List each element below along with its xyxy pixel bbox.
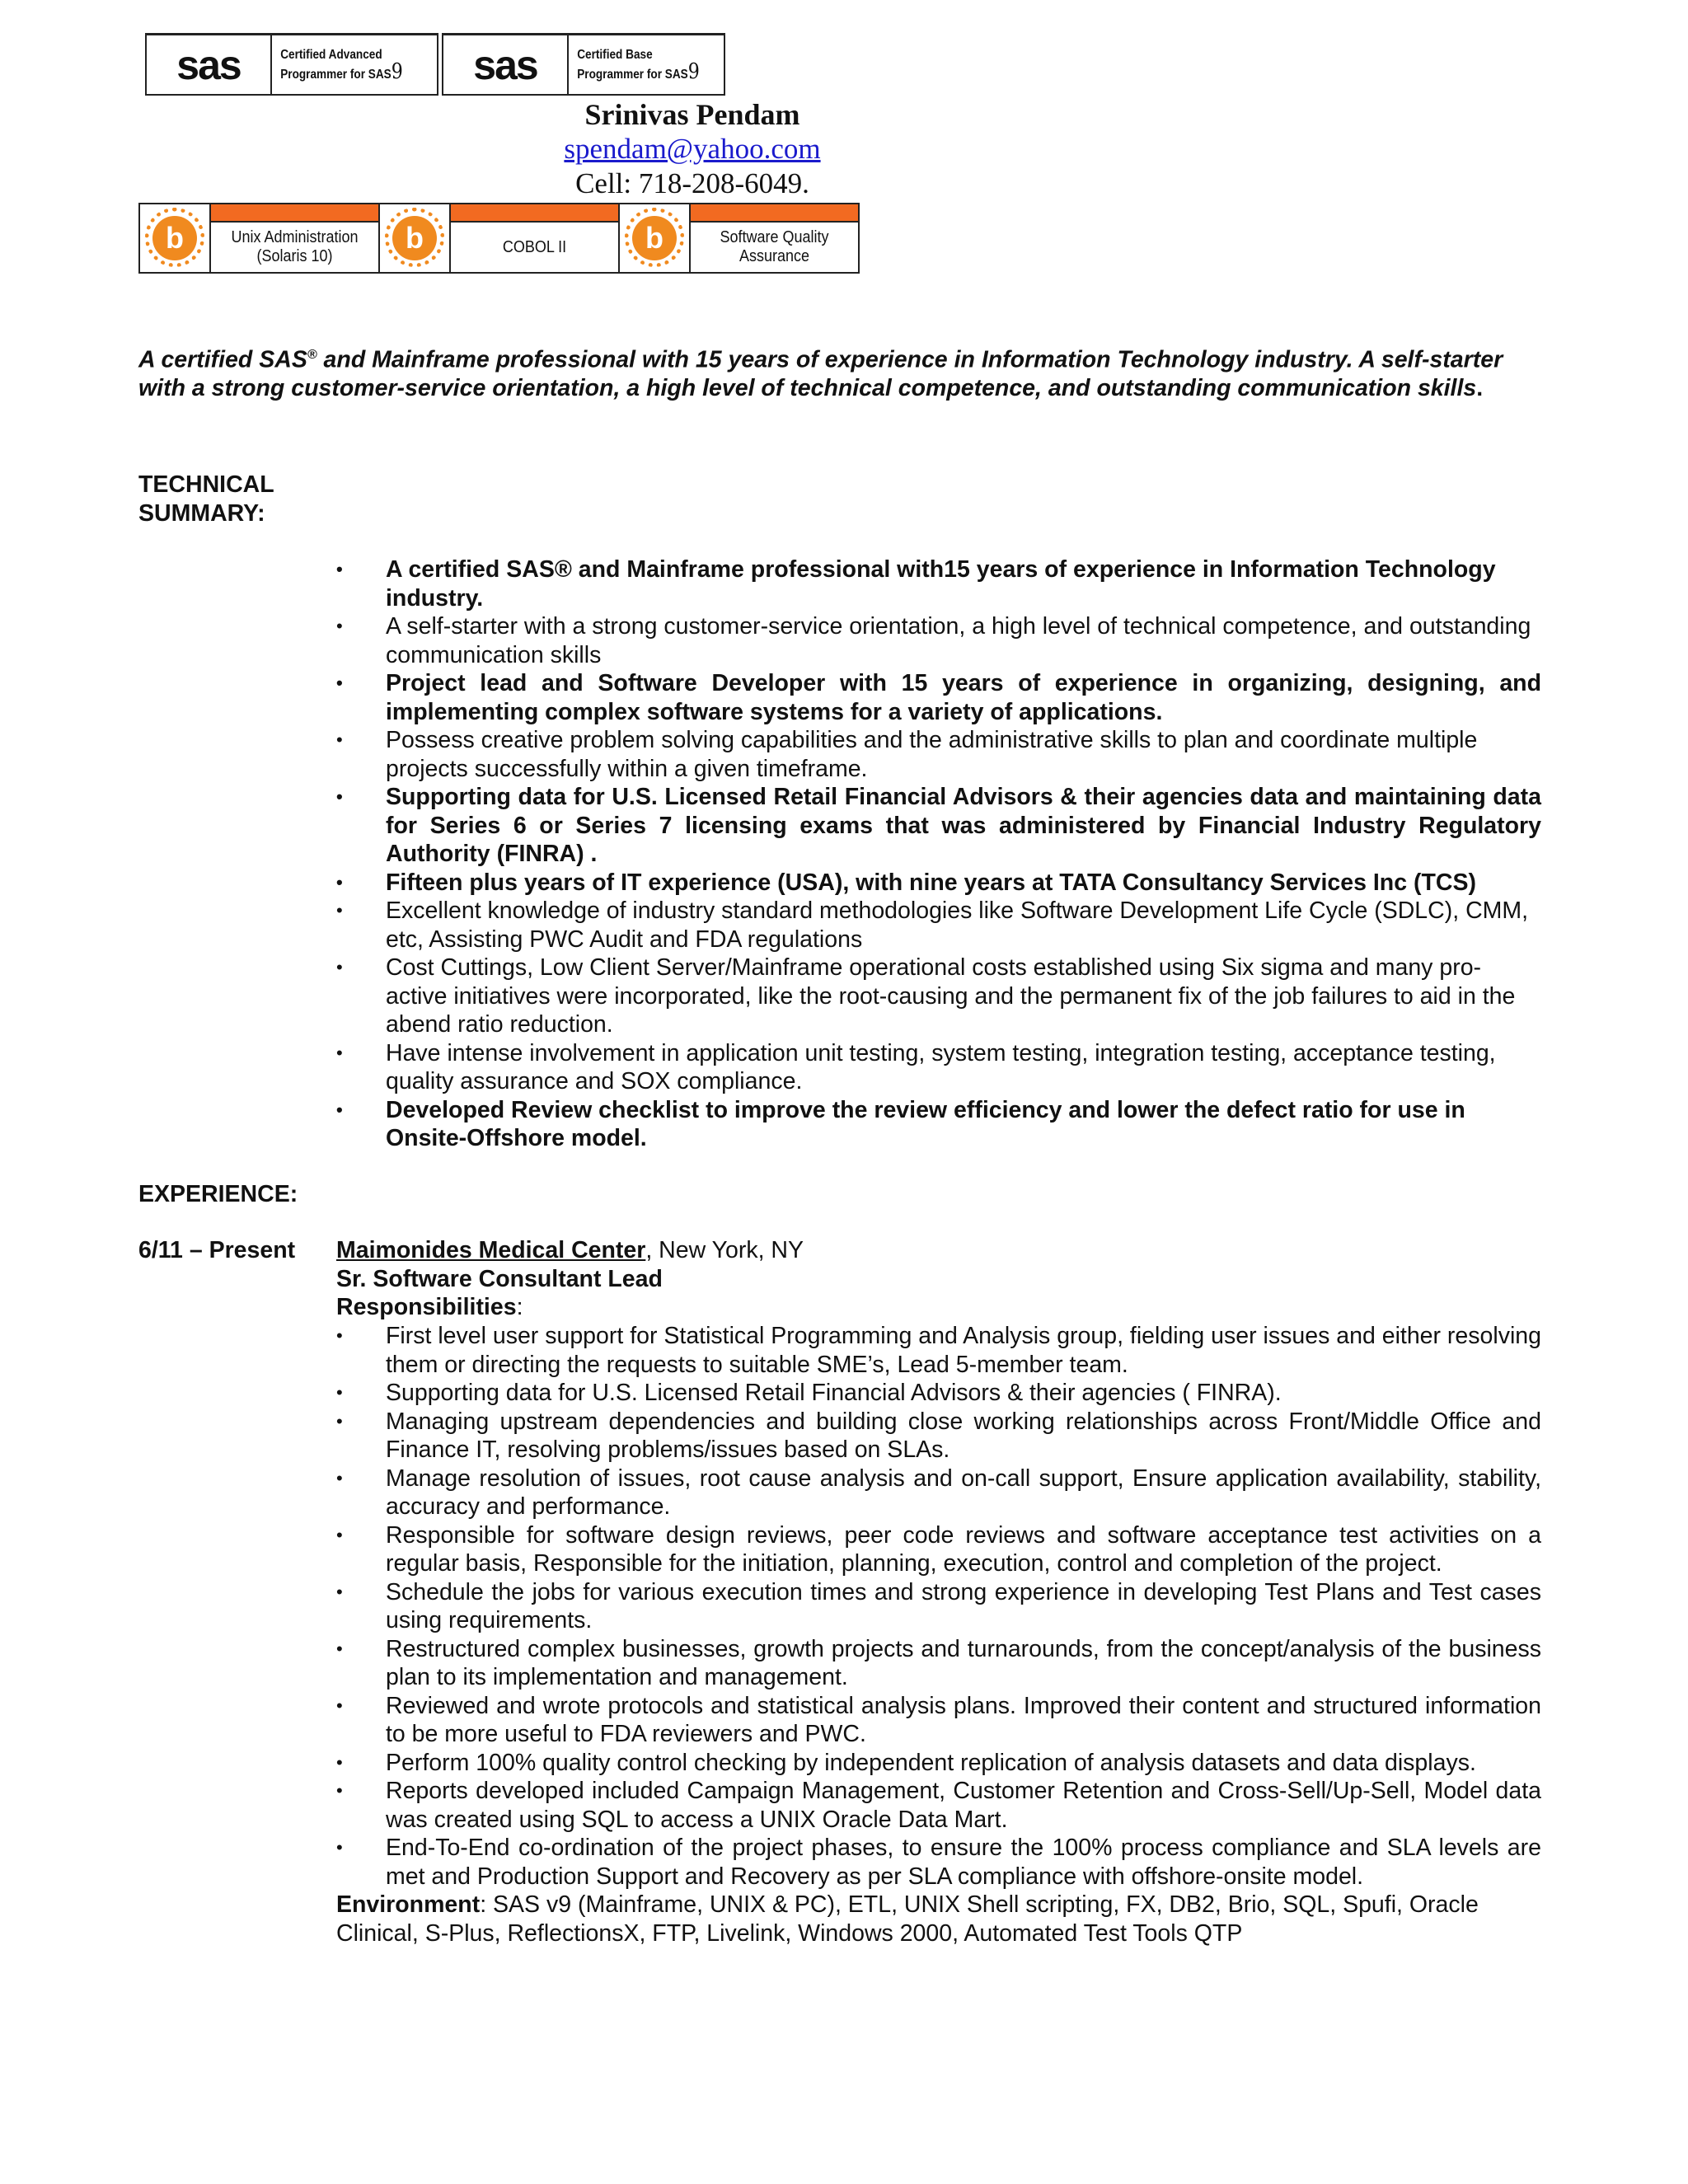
technical-summary-list xyxy=(336,555,1541,1153)
summary-item: • A certified SAS® and Mainframe professional with15 years of experience in Information Technology industry. xyxy=(336,555,1541,612)
brainbench-badges xyxy=(138,203,860,274)
responsibilities-list xyxy=(336,1322,1541,1891)
company-location: , New York, NY xyxy=(645,1237,804,1263)
responsibility-item: • Schedule the jobs for various execution times and strong experience in developing Test Plans and Test cases using requirements. xyxy=(336,1578,1541,1635)
job-title: Sr. Software Consultant Lead xyxy=(336,1265,663,1292)
experience-heading: EXPERIENCE: xyxy=(138,1181,298,1207)
summary-item: • Have intense involvement in application unit testing, system testing, integration testing, acceptance testing, quality assurance and SOX compliance. xyxy=(336,1039,1541,1096)
sas-badge-line1: Certified Advanced xyxy=(280,48,382,62)
responsibility-item: • Reviewed and wrote protocols and statistical analysis plans. Improved their content and structured information to be more useful to FDA reviewers and PWC. xyxy=(336,1692,1541,1749)
sas-badge-line2: Programmer for SAS xyxy=(280,68,392,82)
sas-version: 9 xyxy=(687,59,700,84)
responsibility-item: • Reports developed included Campaign Management, Customer Retention and Cross-Sell/Up-Sell, Model data was created using SQL to access a UNIX Oracle Data Mart. xyxy=(336,1777,1541,1834)
candidate-name: Srinivas Pendam xyxy=(584,98,800,131)
sas-logo-icon: sas xyxy=(443,35,569,95)
responsibility-item: • Restructured complex businesses, growth projects and turnarounds, from the concept/analysis of the business plan to its implementation and management. xyxy=(336,1635,1541,1692)
responsibility-item: • Manage resolution of issues, root cause analysis and on-call support, Ensure application availability, stability, accuracy and performance. xyxy=(336,1465,1541,1521)
responsibility-item: • Managing upstream dependencies and building close working relationships across Front/Middle Office and Finance IT, resolving problems/issues based on SLAs. xyxy=(336,1408,1541,1465)
summary-item: • Fifteen plus years of IT experience (USA), with nine years at TATA Consultancy Services Inc (TCS) xyxy=(336,869,1541,898)
responsibility-item: • Responsible for software design reviews, peer code reviews and software acceptance test activities on a regular basis, Responsible for the initiation, planning, execution, control and completion of the project. xyxy=(336,1521,1541,1578)
responsibilities-label: Responsibilities xyxy=(336,1294,517,1320)
brainbench-certified-icon: b xyxy=(620,204,691,272)
summary-item: • Supporting data for U.S. Licensed Retail Financial Advisors & their agencies data and maintaining data for Series 6 or Series 7 licensing exams that was administered by Financial Industry Regulatory Authority (FINRA) . xyxy=(336,783,1541,869)
responsibility-item: • End-To-End co-ordination of the project phases, to ensure the 100% process compliance and SLA levels are met and Production Support and Recovery as per SLA compliance with offshore-onsite model. xyxy=(336,1834,1541,1891)
summary-item: • Possess creative problem solving capabilities and the administrative skills to plan and coordinate multiple projects successfully within a given timeframe. xyxy=(336,726,1541,783)
brainbench-badge-cobol: COBOL II xyxy=(451,204,620,272)
brainbench-badge-sqa: Software Quality Assurance xyxy=(691,204,858,272)
sas-badges xyxy=(145,33,725,96)
brainbench-badge-unix: Unix Administration (Solaris 10) xyxy=(211,204,380,272)
job-block: Maimonides Medical Center, New York, NY Sr. Software Consultant Lead Responsibilities: xyxy=(336,1236,1541,1322)
intro-paragraph: A certified SAS® and Mainframe professional with 15 years of experience in Information Technology industry. A self-starter with a strong customer-service orientation, a high level of technical competence, and outstanding communication skills. xyxy=(138,346,1503,401)
technical-summary-heading: TECHNICAL SUMMARY: xyxy=(138,471,274,527)
sas-badge-base xyxy=(442,33,725,96)
brainbench-certified-icon: b xyxy=(380,204,451,272)
sas-badge-line2: Programmer for SAS xyxy=(577,68,688,82)
summary-item: • Excellent knowledge of industry standard methodologies like Software Development Life Cycle (SDLC), CMM, etc, Assisting PWC Audit and FDA regulations xyxy=(336,897,1541,954)
email-link[interactable]: spendam@yahoo.com xyxy=(564,133,821,165)
sas-badge-advanced xyxy=(145,33,438,96)
summary-item: • Developed Review checklist to improve the review efficiency and lower the defect ratio for use in Onsite-Offshore model. xyxy=(336,1096,1541,1153)
environment-line: Environment: SAS v9 (Mainframe, UNIX & PC), ETL, UNIX Shell scripting, FX, DB2, Brio, SQL, Spufi, Oracle Clinical, S-Plus, ReflectionsX, FTP, Livelink, Windows 2000, Automated Test Tools QTP xyxy=(336,1891,1479,1947)
sas-version: 9 xyxy=(391,59,403,84)
brainbench-certified-icon: b xyxy=(140,204,211,272)
summary-item: • Project lead and Software Developer with 15 years of experience in organizing, designing, and implementing complex software systems for a variety of applications. xyxy=(336,669,1541,726)
sas-badge-line1: Certified Base xyxy=(577,48,653,62)
company-name: Maimonides Medical Center xyxy=(336,1237,646,1263)
job-dates: 6/11 – Present xyxy=(138,1237,296,1263)
summary-item: • Cost Cuttings, Low Client Server/Mainframe operational costs established using Six sigma and many pro-active initiatives were incorporated, like the root-causing and the permanent fix of the job failures to aid in the abend ratio reduction. xyxy=(336,954,1541,1039)
cell-phone: Cell: 718-208-6049. xyxy=(575,167,809,199)
summary-item: • A self-starter with a strong customer-service orientation, a high level of technical competence, and outstanding communication skills xyxy=(336,612,1541,669)
sas-logo-icon: sas xyxy=(147,35,272,95)
responsibility-item: • First level user support for Statistical Programming and Analysis group, fielding user issues and either resolving them or directing the requests to suitable SME’s, Lead 5-member team. xyxy=(336,1322,1541,1379)
responsibility-item: • Supporting data for U.S. Licensed Retail Financial Advisors & their agencies ( FINRA). xyxy=(336,1379,1541,1408)
responsibility-item: • Perform 100% quality control checking by independent replication of analysis datasets and data displays. xyxy=(336,1749,1541,1778)
contact-block xyxy=(462,97,923,201)
